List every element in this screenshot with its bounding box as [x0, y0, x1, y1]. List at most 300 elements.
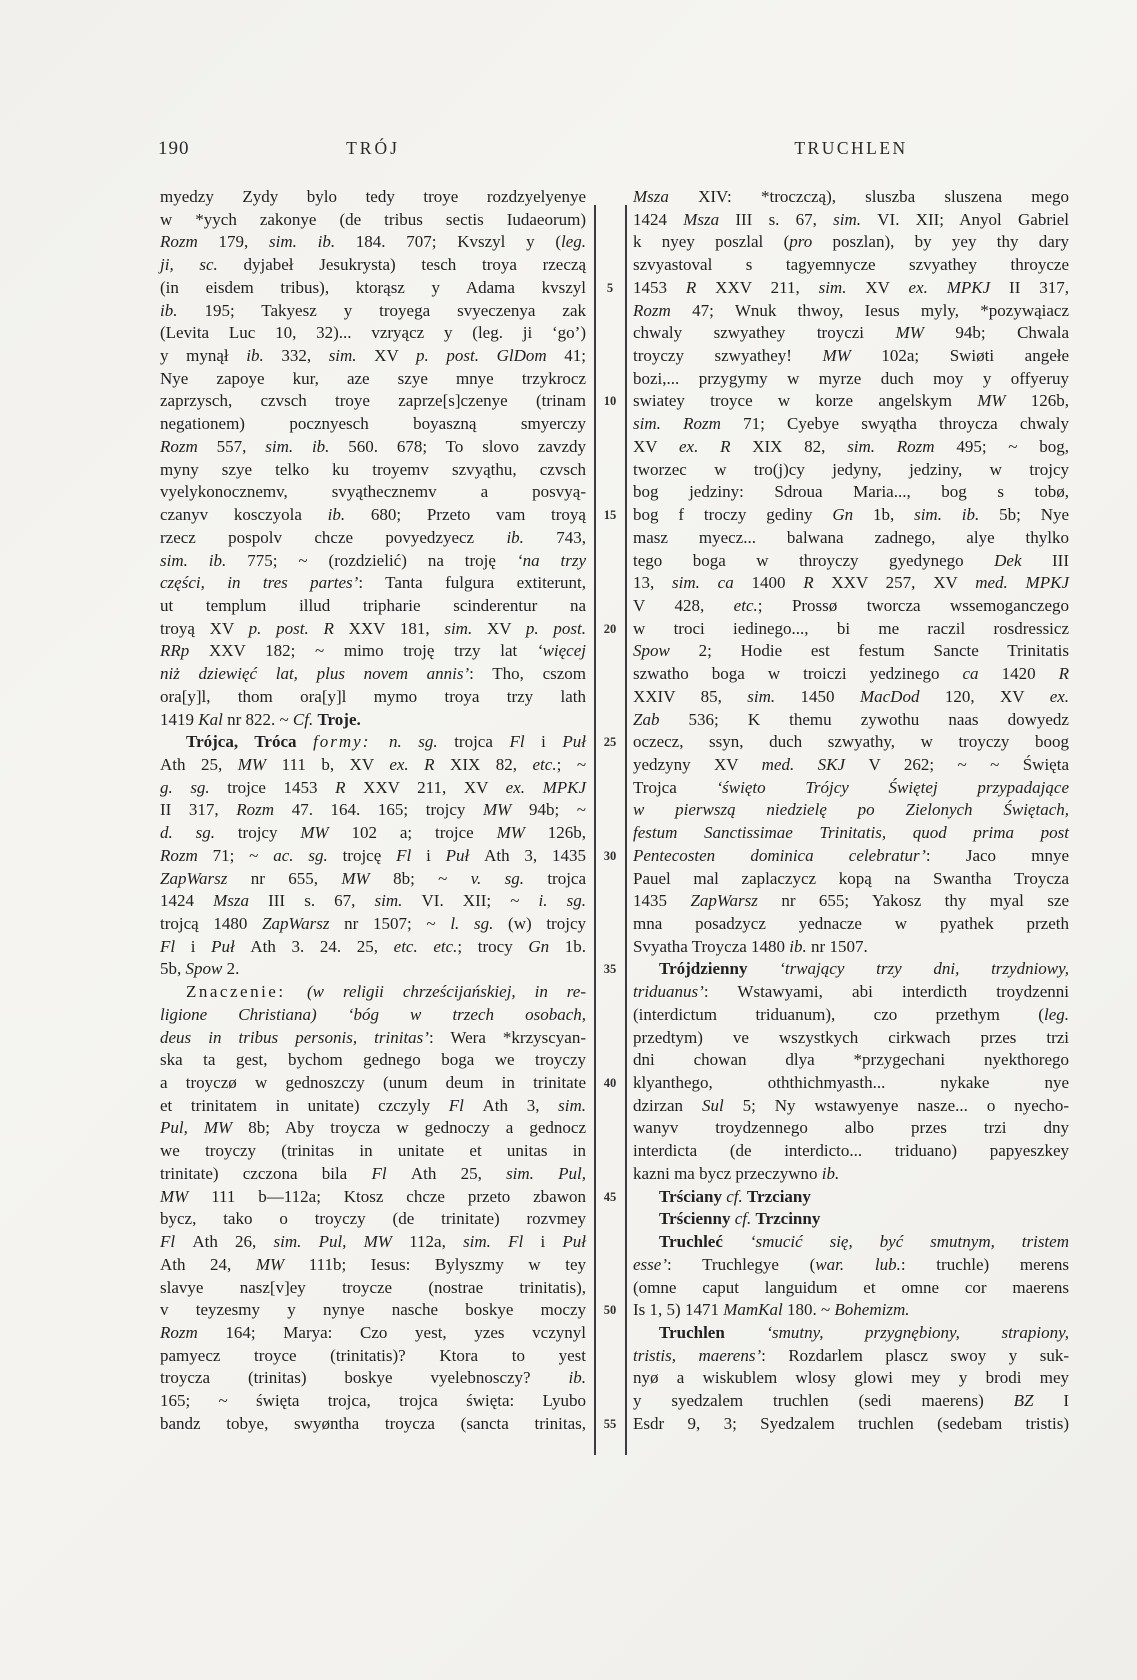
text-segment: Dek: [994, 550, 1053, 570]
text-line: [160, 436, 586, 459]
text-segment: y syedzalem truchlen (sedi maerens): [633, 1391, 1014, 1411]
text-line: [633, 209, 1069, 232]
text-line: klyanthego, oththichmyasth... nykake nye: [633, 1073, 1069, 1093]
text-segment: ZapWarsz: [262, 914, 345, 933]
text-line: bandz tobye, swyøntha troycza (sancta trinitas,: [160, 1413, 586, 1433]
text-segment: ib.: [160, 300, 205, 320]
text-segment: sim. Pul,: [506, 1163, 587, 1183]
text-line: [160, 890, 586, 913]
text-segment: 195; Takyesz y troyega svyeczenya zak: [204, 300, 586, 320]
text-line: (in eisdem tribus), ktorąsz y Adama kvszyl: [160, 277, 586, 297]
text-segment: ; ~: [556, 754, 587, 774]
text-line: [160, 1027, 586, 1050]
text-segment: 743,: [556, 527, 586, 547]
text-segment: sim.: [747, 686, 801, 706]
text-segment: i: [190, 936, 212, 956]
text-segment: poszlan), by yey thy dary: [832, 232, 1069, 252]
text-segment: 47. 164. 165; trojcy: [291, 800, 484, 820]
line-number: 10: [603, 394, 617, 409]
text-line: [160, 822, 586, 845]
text-line: [633, 1254, 1069, 1277]
text-segment: i: [540, 1232, 563, 1252]
text-segment: dzirzan: [633, 1095, 702, 1115]
text-line: [160, 663, 586, 686]
line-number: 55: [603, 1416, 617, 1431]
text-segment: Ath 3, 1435: [484, 845, 587, 865]
text-line: [160, 845, 586, 868]
text-segment: MW: [160, 1186, 212, 1206]
text-segment: sim.: [833, 209, 878, 229]
text-segment: p. post. GlDom: [416, 346, 565, 366]
text-segment: 1b.: [564, 936, 587, 956]
text-segment: MW: [341, 868, 394, 888]
text-segment: : Tho, cszom: [469, 664, 587, 684]
line-number: 5: [606, 280, 614, 295]
text-segment: w pierwszą niedzielę po Zielonych Świętach,: [633, 800, 1069, 820]
text-segment: MW: [483, 800, 529, 820]
text-segment: Znaczenie:: [186, 982, 308, 1002]
text-line: bycz, tako o troyczy (de trinitate) rozvmey: [160, 1209, 586, 1229]
text-segment: Fl: [396, 845, 427, 865]
text-segment: III: [1052, 550, 1069, 570]
text-segment: ligione Christiana) ‘bóg w trzech osobach,: [160, 1004, 586, 1024]
text-segment: 1453: [633, 277, 686, 297]
text-segment: ex. R: [679, 436, 753, 456]
text-segment: Trójca, Tróca: [186, 732, 314, 752]
text-line: [633, 345, 1069, 368]
text-segment: g. sg.: [160, 777, 228, 797]
text-segment: p. post. R: [248, 618, 349, 638]
text-segment: triduanus’: [633, 982, 704, 1002]
text-segment: Fl: [448, 1095, 483, 1115]
text-line: [633, 1345, 1069, 1368]
text-line: 165; ~ święta trojca, trojca święta: Lyubo: [160, 1391, 586, 1411]
text-segment: MacDod: [859, 686, 945, 706]
text-line: [633, 1322, 1069, 1345]
text-segment: V 262; ~ ~ Święta: [868, 754, 1069, 774]
text-segment: 102a; Swiøti angełe: [881, 346, 1070, 366]
text-segment: Msza: [213, 891, 269, 911]
text-line: [633, 890, 1069, 913]
text-line: [160, 731, 586, 754]
entry-paragraph: [633, 186, 1069, 958]
text-segment: war. lub.: [815, 1254, 901, 1274]
text-line: [633, 936, 1069, 959]
entry-paragraph: [633, 1231, 1069, 1322]
text-segment: 775; ~ (rozdzielić) na troję: [247, 550, 517, 570]
text-line: w troci iedinego..., bi me raczil rosdressicz: [633, 618, 1069, 638]
text-segment: 495; ~ bog,: [956, 436, 1069, 456]
text-segment: XXV 181,: [348, 618, 445, 638]
line-number: 15: [603, 508, 617, 523]
text-line: [160, 640, 586, 663]
text-segment: 71; Cyebye swyątha throycza chwaly: [743, 414, 1069, 434]
text-segment: ‘smutny, przygnębiony, strapiony,: [766, 1322, 1069, 1342]
text-segment: Rozm: [633, 300, 693, 320]
text-segment: 680; Przeto vam troyą: [370, 505, 586, 525]
text-line: [160, 572, 586, 595]
text-line: [633, 799, 1069, 822]
text-line: [633, 436, 1069, 459]
text-segment: y mynął: [160, 346, 247, 366]
text-segment: yedzyny XV: [633, 754, 762, 774]
text-line: [633, 777, 1069, 800]
text-segment: (w) trojcy: [508, 914, 586, 933]
text-line: [160, 345, 586, 368]
text-segment: pro: [789, 232, 833, 252]
text-segment: 536; K themu zywothu naas dowyedz: [688, 709, 1069, 729]
text-segment: 1b,: [872, 505, 915, 525]
text-segment: trojcę: [342, 845, 397, 865]
text-segment: XXV 257, XV: [831, 573, 976, 593]
text-segment: 1435: [633, 891, 691, 911]
text-segment: 5b; Nye: [999, 505, 1070, 525]
text-segment: 8b; Aby troycza w gednoczy a gednocz: [248, 1118, 586, 1138]
text-segment: sim. ib.: [160, 550, 248, 570]
text-segment: et trinitatem in unitate) czczyly: [160, 1095, 449, 1115]
text-segment: XIX 82,: [752, 436, 848, 456]
text-segment: kazni ma bycz przeczywno: [633, 1163, 822, 1183]
text-line: nyø a wiskublem wlosy glowi mey y brodi mey: [633, 1368, 1069, 1388]
text-line: zaprzysch, czvsch troye zaprze[s]czenye (trinam: [160, 391, 586, 411]
text-segment: XV: [633, 436, 679, 456]
text-segment: XV: [865, 277, 909, 297]
text-segment: trojcą 1480: [160, 914, 263, 933]
text-segment: Gn: [832, 505, 873, 525]
text-line: [160, 913, 586, 936]
text-segment: Ath 3. 24. 25,: [250, 936, 394, 956]
text-segment: V 428,: [633, 595, 734, 615]
text-segment: sim. Rozm: [847, 436, 957, 456]
text-segment: sim. ib.: [914, 505, 1000, 525]
text-line: [633, 413, 1069, 436]
text-segment: Is 1, 5) 1471: [633, 1300, 724, 1320]
text-segment: Rozm: [160, 232, 219, 252]
text-line: ut templum illud tripharie scinderentur na: [160, 595, 586, 615]
text-segment: troyą XV: [160, 618, 249, 638]
text-line: [633, 504, 1069, 527]
text-segment: chwaly szwyathey troyczi: [633, 323, 896, 343]
entry-paragraph: [633, 1186, 1069, 1209]
text-segment: troyczy szwyathey!: [633, 346, 823, 366]
text-segment: nr 655; Yakosz thy myal sze: [781, 891, 1070, 911]
text-segment: trinitate) czczona bila: [160, 1163, 372, 1183]
line-number: 50: [603, 1303, 617, 1318]
column-divider-rule-right: [625, 205, 627, 1455]
text-segment: MW: [822, 346, 882, 366]
text-segment: : Wera *krzyscyan-: [428, 1027, 586, 1047]
text-segment: trojce 1453: [227, 777, 336, 797]
text-segment: (w religii chrześcijańskiej, in re-: [307, 982, 586, 1002]
text-segment: troycza (trinitas) boskye vyelebnosczy?: [160, 1368, 569, 1388]
text-line: [160, 300, 586, 323]
text-segment: 2.: [226, 959, 240, 979]
text-line: [633, 595, 1069, 618]
text-segment: : Tanta fulgura extiterunt,: [358, 573, 586, 593]
text-segment: ; Prossø tworcza wssemoganczego: [757, 595, 1069, 615]
text-line: Esdr 9, 3; Syedzalem truchlen (sedebam tristis): [633, 1413, 1069, 1433]
text-segment: R: [803, 573, 832, 593]
line-number: 30: [603, 848, 617, 863]
text-segment: MW: [255, 1254, 309, 1274]
text-segment: XXV 211, XV: [363, 777, 506, 797]
text-segment: sim.: [374, 891, 422, 911]
text-line: Nye zapoye kur, aze szye mnye trzykrocz: [160, 368, 586, 388]
text-segment: ib.: [568, 1368, 586, 1388]
left-text-column: [160, 186, 586, 1436]
text-segment: Rozm: [160, 1322, 226, 1342]
text-segment: R: [685, 277, 716, 297]
text-line: v teyzesmy y nynye nasche boskye moczy: [160, 1300, 586, 1320]
text-segment: 1419: [160, 709, 199, 729]
text-segment: 126b,: [547, 823, 587, 843]
text-line: ora[y]l, thom ora[y]l mymo troya trzy lath: [160, 686, 586, 706]
text-line: [633, 390, 1069, 413]
text-segment: i: [541, 732, 563, 752]
text-line: [633, 1299, 1069, 1322]
text-segment: Ath 25,: [160, 754, 238, 774]
text-line: [633, 1163, 1069, 1186]
text-segment: d. sg.: [160, 823, 238, 843]
text-segment: VI. XII; ~: [421, 891, 539, 911]
text-segment: med. MPKJ: [975, 573, 1069, 593]
text-line: [633, 686, 1069, 709]
text-line: dni chowan dlya *przygechani nyekthorego: [633, 1050, 1069, 1070]
text-segment: Trścienny: [659, 1209, 735, 1229]
text-segment: Fl: [160, 936, 191, 956]
text-segment: Pul, MW: [160, 1118, 249, 1138]
text-segment: cf.: [734, 1209, 756, 1229]
text-line: [160, 799, 586, 822]
text-segment: : Jaco mnye: [925, 845, 1069, 865]
text-segment: sim.: [818, 277, 866, 297]
text-segment: nr 1507; ~: [344, 914, 451, 933]
text-segment: szwatho boga w troiczi yedzinego: [633, 664, 963, 684]
text-line: [633, 1390, 1069, 1413]
text-segment: formy:: [313, 732, 389, 752]
text-segment: sim. ib.: [265, 436, 349, 456]
text-segment: : Rozdarlem plascz swoy y suk-: [761, 1345, 1069, 1365]
text-segment: sim. Rozm: [633, 414, 744, 434]
text-segment: II 317,: [1009, 277, 1070, 297]
text-line: [633, 1004, 1069, 1027]
line-number: 35: [603, 962, 617, 977]
text-segment: 1420: [1001, 664, 1059, 684]
text-segment: Cf.: [292, 709, 318, 729]
text-segment: Troje.: [317, 709, 361, 729]
text-segment: II 317,: [160, 800, 237, 820]
text-line: [160, 777, 586, 800]
text-line: oczecz, ssyn, duch szwyathy, w troyczy boog: [633, 732, 1069, 752]
text-segment: Trzcinny: [755, 1209, 821, 1229]
text-line: [633, 663, 1069, 686]
entry-paragraph: [633, 1322, 1069, 1436]
text-line: [633, 300, 1069, 323]
text-segment: Gn: [528, 936, 565, 956]
text-line: [633, 1186, 1069, 1209]
text-segment: III s. 67,: [735, 209, 834, 229]
text-segment: XIV: *troczczą), sluszba sluszena mego: [698, 187, 1069, 206]
text-segment: 180. ~: [786, 1300, 835, 1320]
text-segment: esse’: [633, 1254, 667, 1274]
text-segment: ; trocy: [457, 936, 529, 956]
text-segment: 1450: [800, 686, 860, 706]
text-segment: leg.: [1043, 1004, 1069, 1024]
text-segment: ‘święto Trójcy Świętej przypadające: [716, 777, 1069, 797]
text-segment: Puł: [562, 732, 587, 752]
text-segment: deus in tribus personis, trinitas’: [160, 1027, 429, 1047]
text-segment: części, in tres partes’: [160, 573, 359, 593]
text-segment: Puł: [445, 845, 485, 865]
text-line: [633, 186, 1069, 209]
text-segment: MW: [895, 323, 956, 343]
text-line: [160, 1004, 586, 1027]
text-line: [160, 550, 586, 573]
text-line: [633, 322, 1069, 345]
text-segment: 2; Hodie est festum Sancte Trinitatis: [698, 641, 1069, 661]
text-line: [633, 822, 1069, 845]
text-segment: XXIV 85,: [633, 686, 748, 706]
text-line: tworzec w tro(j)cy jedyny, jedziny, w trojcy: [633, 459, 1069, 479]
text-segment: nr 655,: [250, 868, 342, 888]
text-line: [160, 1367, 586, 1390]
text-segment: 1400: [751, 573, 804, 593]
text-segment: ib.: [506, 527, 557, 547]
text-segment: ZapWarsz: [690, 891, 782, 911]
text-segment: 1424: [160, 891, 214, 911]
text-segment: Fl: [160, 1232, 193, 1252]
text-segment: Zab: [633, 709, 689, 729]
text-segment: R: [1058, 664, 1070, 684]
text-line: [160, 1117, 586, 1140]
line-number: 25: [603, 735, 617, 750]
text-segment: n. sg.: [388, 732, 455, 752]
text-segment: sim. Pul, MW: [273, 1232, 410, 1252]
text-segment: tristis, maerens’: [633, 1345, 762, 1365]
text-segment: Spow: [185, 959, 227, 979]
text-line: a troyczø w gednoszczy (unum deum in trinitate: [160, 1073, 586, 1093]
text-line: Pauel mal zaplaczycz kopą na Swantha Troycza: [633, 868, 1069, 888]
text-line: mna posadzycz yednacze w pyathek przeth: [633, 914, 1069, 933]
text-segment: 94b; ~: [528, 800, 586, 820]
text-segment: 111 b—112a; Ktosz chcze przeto zbawon: [211, 1186, 587, 1206]
text-line: masz myecz... balwana zadnego, alye thylko: [633, 527, 1069, 547]
text-line: (omne caput languidum et omne cor maerens: [633, 1277, 1069, 1297]
text-segment: 47; Wnuk thwoy, Iesus myly, *pozywąiacz: [692, 300, 1069, 320]
text-segment: R: [335, 777, 364, 797]
running-head-right: TRUCHLEN: [794, 138, 908, 158]
text-line: [633, 277, 1069, 300]
text-segment: i. sg.: [538, 891, 586, 911]
text-segment: Puł: [211, 936, 251, 956]
text-segment: 5b,: [160, 959, 186, 979]
text-segment: nr 1507.: [811, 936, 868, 956]
text-segment: : Truchlegye (: [666, 1254, 816, 1274]
text-line: [160, 1322, 586, 1345]
text-segment: etc.: [733, 595, 758, 615]
text-segment: 332,: [281, 346, 329, 366]
text-segment: sim.: [444, 618, 487, 638]
text-line: [633, 231, 1069, 254]
text-line: slavye nasz[v]ey troycze (nostrae trinitatis),: [160, 1277, 586, 1297]
text-segment: Truchleć: [659, 1232, 750, 1252]
text-segment: cf.: [726, 1186, 747, 1206]
text-segment: 111 b, XV: [281, 754, 390, 774]
text-segment: 13,: [633, 573, 673, 593]
text-segment: Spow: [633, 641, 699, 661]
text-line: (Levita Luc 10, 32)... vzryącz y (leg. ji ‘go’): [160, 323, 586, 343]
text-segment: ex. MPKJ: [505, 777, 586, 797]
text-line: myny szye telko ku troyemv szvyąthu, czvsch: [160, 459, 586, 479]
text-segment: ZapWarsz: [160, 868, 251, 888]
text-line: wanyv troydzennego albo przes trzi dny: [633, 1118, 1069, 1138]
text-segment: niż dziewięć lat, plus novem annis’: [160, 664, 470, 684]
text-segment: Trójdzienny: [659, 959, 780, 979]
text-line: [160, 754, 586, 777]
text-segment: nr 822. ~: [227, 709, 293, 729]
text-line: interdicta (de interdicto... triduano) papyeszkey: [633, 1141, 1069, 1161]
text-line: [633, 640, 1069, 663]
text-segment: III s. 67,: [268, 891, 375, 911]
entry-paragraph: [633, 1208, 1069, 1231]
text-segment: Trzciany: [747, 1186, 811, 1206]
text-segment: ex.: [1049, 686, 1070, 706]
text-line: [160, 936, 586, 959]
text-segment: ‘smucić się, być smutnym, tristem: [749, 1232, 1069, 1252]
text-segment: : truchle) merens: [900, 1254, 1069, 1274]
text-segment: Bohemizm.: [834, 1300, 910, 1320]
text-line: przedtym) ve wszystkych cirkwach przes trzi: [633, 1027, 1069, 1047]
text-segment: XXV 182; ~ mimo troję trzy lat: [208, 641, 537, 661]
text-line: [633, 1095, 1069, 1118]
text-line: [160, 527, 586, 550]
text-segment: I: [1063, 1391, 1069, 1411]
text-line: [633, 709, 1069, 732]
text-line: [160, 1163, 586, 1186]
entry-paragraph: [160, 981, 586, 1435]
text-segment: Ath 24,: [160, 1254, 256, 1274]
text-segment: XIX 82,: [450, 754, 533, 774]
text-segment: Rozm: [160, 845, 213, 865]
text-segment: leg.: [561, 232, 587, 252]
line-number: 45: [603, 1189, 617, 1204]
text-segment: rzecz pospolv chcze povyedzyecz: [160, 527, 507, 547]
text-line: [633, 981, 1069, 1004]
text-segment: ib.: [246, 346, 282, 366]
text-line: [633, 1208, 1069, 1231]
text-segment: Rozm: [236, 800, 292, 820]
text-line: [160, 1231, 586, 1254]
text-segment: ex. R: [389, 754, 451, 774]
text-segment: tego boga w throyczy gyedynego: [633, 550, 995, 570]
text-segment: MW: [977, 391, 1031, 411]
text-segment: 184. 707; Kvszyl y (: [355, 232, 561, 252]
text-segment: ‘na trzy: [516, 550, 587, 570]
text-segment: Ath 25,: [410, 1163, 507, 1183]
line-number: 40: [603, 1076, 617, 1091]
text-segment: XV: [486, 618, 526, 638]
text-segment: 557,: [216, 436, 266, 456]
text-segment: etc.: [532, 754, 557, 774]
text-segment: Trojca: [633, 777, 717, 797]
text-segment: sim. Fl: [463, 1232, 541, 1252]
text-segment: Msza: [683, 209, 736, 229]
text-segment: i: [426, 845, 446, 865]
text-segment: ‘więcej: [536, 641, 586, 661]
text-line: [160, 1095, 586, 1118]
text-segment: MW: [496, 823, 548, 843]
text-line: [160, 254, 586, 277]
